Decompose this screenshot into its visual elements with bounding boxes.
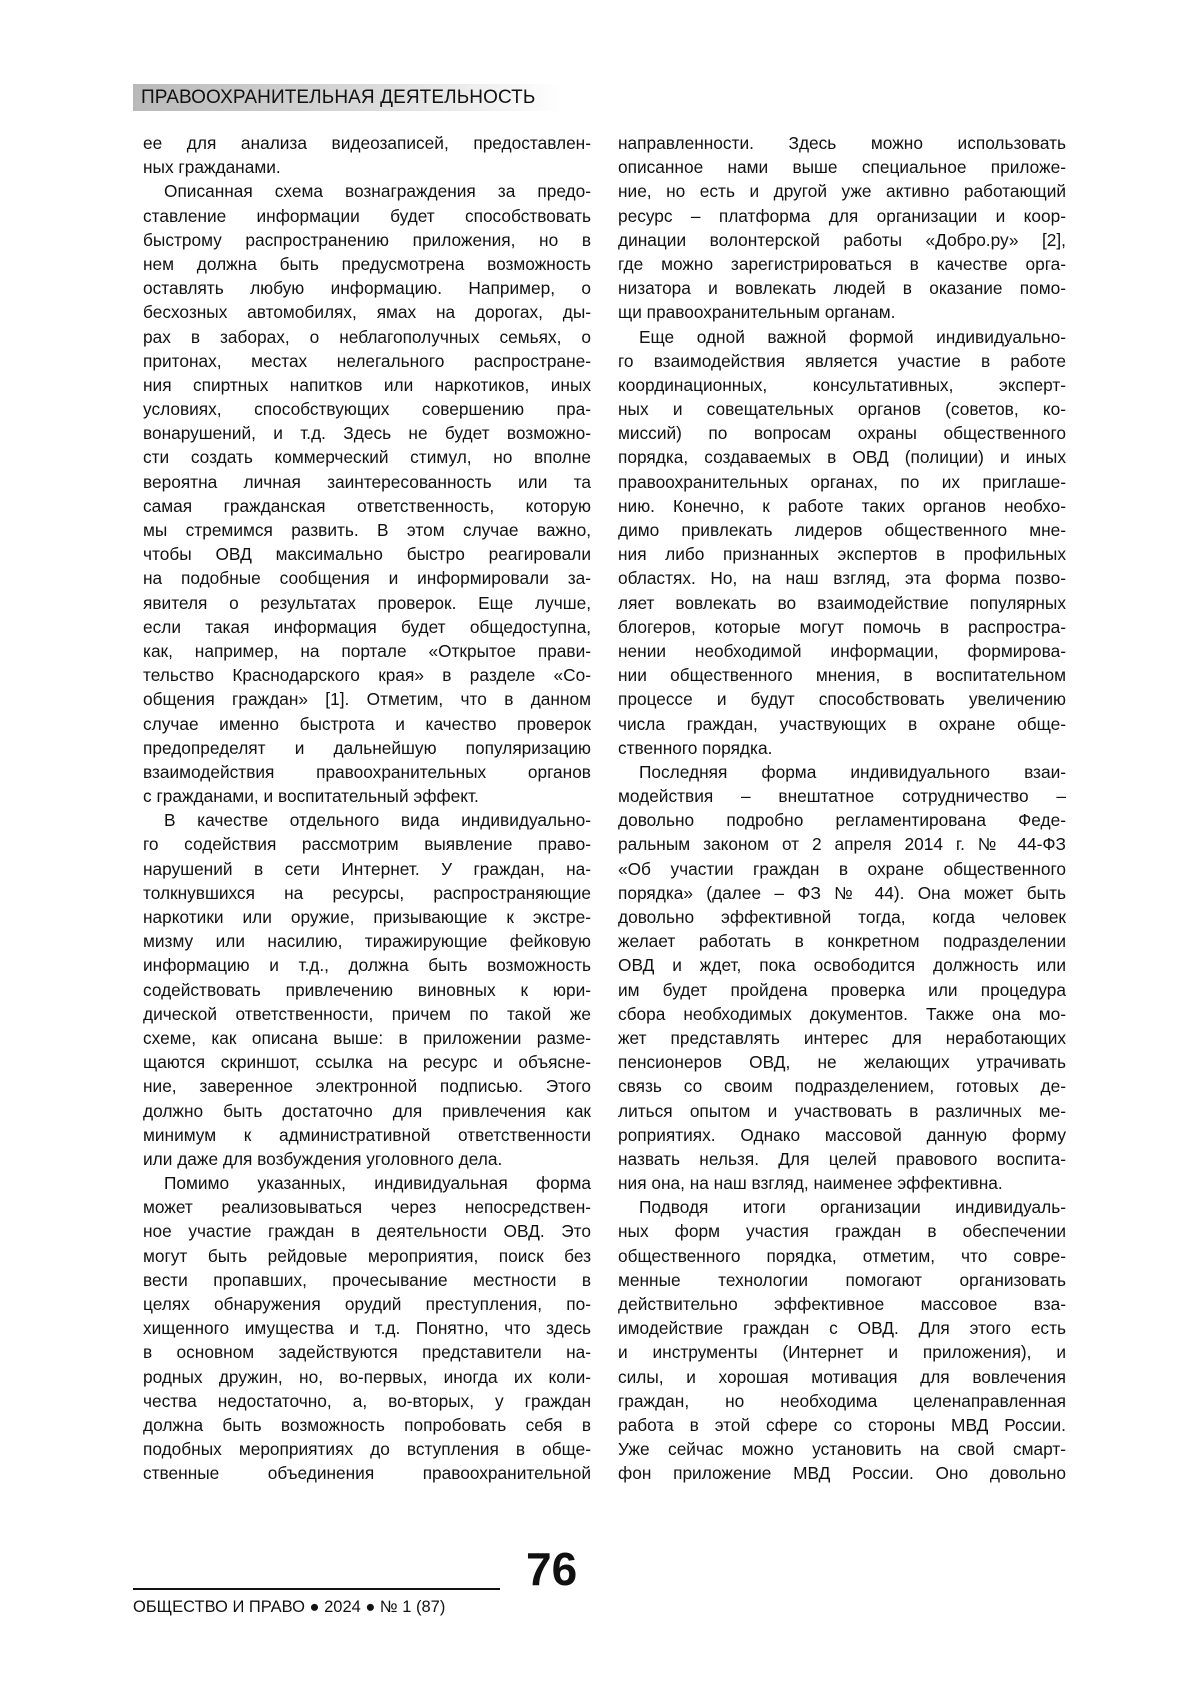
text-line: нии общественного мнения, в воспитательном [618,663,1066,687]
text-line: ных гражданами. [143,155,591,179]
section-title: ПРАВООХРАНИТЕЛЬНАЯ ДЕЯТЕЛЬНОСТЬ [141,87,535,109]
text-line: могут быть рейдовые мероприятия, поиск без [143,1244,591,1268]
text-line: может реализовываться через непосредствен- [143,1195,591,1219]
text-line: В качестве отдельного вида индивидуально- [143,808,591,832]
text-line: явителя о результатах проверок. Еще лучше, [143,591,591,615]
text-line: литься опытом и участвовать в различных ме- [618,1099,1066,1123]
text-line: должна быть возможность попробовать себя в [143,1413,591,1437]
text-line: желает работать в конкретном подразделении [618,929,1066,953]
text-line: силы, и хорошая мотивация для вовлечения [618,1365,1066,1389]
text-line: если такая информация будет общедоступна, [143,615,591,639]
text-line: ственного порядка. [618,736,1066,760]
text-line: динации волонтерской работы «Добро.ру» [2], [618,228,1066,252]
text-line: взаимодействия правоохранительных органов [143,760,591,784]
text-line: минимум к административной ответственности [143,1123,591,1147]
text-line: щаются скриншот, ссылка на ресурс и объясне- [143,1050,591,1074]
text-line: фон приложение МВД России. Оно довольно [618,1461,1066,1485]
text-line: низатора и вовлекать людей в оказание помо- [618,276,1066,300]
text-line: процессе и будут способствовать увеличению [618,687,1066,711]
text-line: ственные объединения правоохранительной [143,1461,591,1485]
text-line: или даже для возбуждения уголовного дела. [143,1147,591,1171]
text-line: ния либо признанных экспертов в профильных [618,542,1066,566]
text-line: вести пропавших, прочесывание местности в [143,1268,591,1292]
text-line: правоохранительных органах, по их приглаше- [618,470,1066,494]
text-line: целях обнаружения орудий преступления, по- [143,1292,591,1316]
text-line: Подводя итоги организации индивидуаль- [618,1195,1066,1219]
text-line: случае именно быстрота и качество проверок [143,712,591,736]
text-line: в основном задействуются представители на- [143,1340,591,1364]
text-line: оставлять любую информацию. Например, о [143,276,591,300]
text-line: вероятна личная заинтересованность или та [143,470,591,494]
text-line: Помимо указанных, индивидуальная форма [143,1171,591,1195]
text-line: нении необходимой информации, формирова- [618,639,1066,663]
text-line: Уже сейчас можно установить на свой смарт- [618,1437,1066,1461]
text-line: ное участие граждан в деятельности ОВД. Это [143,1219,591,1243]
paragraph [618,325,1066,760]
text-line: ния она, на наш взгляд, наименее эффективна. [618,1171,1066,1195]
paragraph [143,131,591,179]
text-line: описанное нами выше специальное приложе- [618,155,1066,179]
text-line: где можно зарегистрироваться в качестве орга- [618,252,1066,276]
text-line: должно быть достаточно для привлечения как [143,1099,591,1123]
text-line: предопределят и дальнейшую популяризацию [143,736,591,760]
text-line: дической ответственности, причем по такой же [143,1002,591,1026]
text-line: Описанная схема вознаграждения за предо- [143,179,591,203]
text-line: толкнувшихся на ресурсы, распространяющие [143,881,591,905]
text-line: ние, но есть и другой уже активно работающий [618,179,1066,203]
text-line: подобных мероприятиях до вступления в обще- [143,1437,591,1461]
section-header [133,84,563,111]
text-line: с гражданами, и воспитательный эффект. [143,784,591,808]
journal-citation: ОБЩЕСТВО И ПРАВО ● 2024 ● № 1 (87) [133,1598,445,1617]
text-line: условиях, способствующих совершению пра- [143,397,591,421]
text-line: миссий) по вопросам охраны общественного [618,421,1066,445]
text-line: сбора необходимых документов. Также она мо- [618,1002,1066,1026]
text-line: пенсионеров ОВД, не желающих утрачивать [618,1050,1066,1074]
text-line: содействовать привлечению виновных к юри- [143,978,591,1002]
text-line: схеме, как описана выше: в приложении разме- [143,1026,591,1050]
text-line: Последняя форма индивидуального взаи- [618,760,1066,784]
text-line: димо привлекать лидеров общественного мне- [618,518,1066,542]
text-column-right [618,131,1066,1486]
text-line: ных и совещательных органов (советов, ко- [618,397,1066,421]
text-line: ее для анализа видеозаписей, предоставлен- [143,131,591,155]
text-line: порядка, создаваемых в ОВД (полиции) и иных [618,445,1066,469]
text-line: нем должна быть предусмотрена возможность [143,252,591,276]
paragraph [618,1195,1066,1485]
text-line: координационных, консультативных, эксперт- [618,373,1066,397]
text-line: быстрому распространению приложения, но в [143,228,591,252]
text-line: роприятиях. Однако массовой данную форму [618,1123,1066,1147]
text-line: действительно эффективное массовое вза- [618,1292,1066,1316]
paragraph [618,131,1066,325]
text-line: ральным законом от 2 апреля 2014 г. № 44-ФЗ [618,832,1066,856]
text-line: имодействие граждан с ОВД. Для этого есть [618,1316,1066,1340]
text-line: нию. Конечно, к работе таких органов необхо- [618,494,1066,518]
text-line: чества недостаточно, а, во-вторых, у граждан [143,1389,591,1413]
text-line: «Об участии граждан в охране общественного [618,857,1066,881]
text-line: на подобные сообщения и информировали за- [143,566,591,590]
paragraph [143,1171,591,1485]
text-line: ния спиртных напитков или наркотиков, иных [143,373,591,397]
text-line: самая гражданская ответственность, которую [143,494,591,518]
text-line: и инструменты (Интернет и приложения), и [618,1340,1066,1364]
page-number: 76 [526,1546,577,1592]
text-line: граждан, но необходима целенаправленная [618,1389,1066,1413]
text-line: тельство Краснодарского края» в разделе «Со- [143,663,591,687]
text-line: мизму или насилию, тиражирующие фейковую [143,929,591,953]
text-line: го содействия рассмотрим выявление право- [143,832,591,856]
text-line: блогеров, которые могут помочь в распростра- [618,615,1066,639]
text-line: им будет пройдена проверка или процедура [618,978,1066,1002]
text-line: ляет вовлекать во взаимодействие популярных [618,591,1066,615]
text-line: Еще одной важной формой индивидуально- [618,325,1066,349]
text-line: ние, заверенное электронной подписью. Этого [143,1074,591,1098]
text-line: жет представлять интерес для неработающих [618,1026,1066,1050]
text-line: областях. Но, на наш взгляд, эта форма позво- [618,566,1066,590]
text-line: общественного порядка, отметим, что совре- [618,1244,1066,1268]
text-line: как, например, на портале «Открытое прави- [143,639,591,663]
text-column-left [143,131,591,1486]
text-line: хищенного имущества и т.д. Понятно, что здесь [143,1316,591,1340]
text-line: рах в заборах, о неблагополучных семьях, о [143,325,591,349]
paragraph [618,760,1066,1195]
text-line: наркотики или оружие, призывающие к экстре- [143,905,591,929]
text-line: го взаимодействия является участие в работе [618,349,1066,373]
text-line: ОВД и ждет, пока освободится должность или [618,953,1066,977]
text-line: чтобы ОВД максимально быстро реагировали [143,542,591,566]
text-line: числа граждан, участвующих в охране обще- [618,712,1066,736]
text-line: довольно эффективной тогда, когда человек [618,905,1066,929]
text-line: назвать нельзя. Для целей правового воспита- [618,1147,1066,1171]
text-line: связь со своим подразделением, готовых де- [618,1074,1066,1098]
text-line: информацию и т.д., должна быть возможность [143,953,591,977]
text-line: довольно подробно регламентирована Феде- [618,808,1066,832]
text-line: мы стремимся развить. В этом случае важно, [143,518,591,542]
text-line: сти создать коммерческий стимул, но вполне [143,445,591,469]
text-line: притонах, местах нелегального распростране- [143,349,591,373]
footer-divider [133,1588,500,1590]
text-line: бесхозных автомобилях, ямах на дорогах, ды- [143,300,591,324]
text-line: вонарушений, и т.д. Здесь не будет возможно- [143,421,591,445]
paragraph [143,808,591,1171]
text-line: порядка» (далее – ФЗ № 44). Она может быть [618,881,1066,905]
text-line: родных дружин, но, во-первых, иногда их коли- [143,1365,591,1389]
text-line: общения граждан» [1]. Отметим, что в данном [143,687,591,711]
text-line: ресурс – платформа для организации и коор- [618,204,1066,228]
text-line: нарушений в сети Интернет. У граждан, на- [143,857,591,881]
paragraph [143,179,591,808]
text-line: менные технологии помогают организовать [618,1268,1066,1292]
text-line: щи правоохранительным органам. [618,300,1066,324]
text-line: ных форм участия граждан в обеспечении [618,1219,1066,1243]
text-line: работа в этой сфере со стороны МВД России. [618,1413,1066,1437]
text-line: ставление информации будет способствовать [143,204,591,228]
text-line: направленности. Здесь можно использовать [618,131,1066,155]
text-line: модействия – внештатное сотрудничество – [618,784,1066,808]
